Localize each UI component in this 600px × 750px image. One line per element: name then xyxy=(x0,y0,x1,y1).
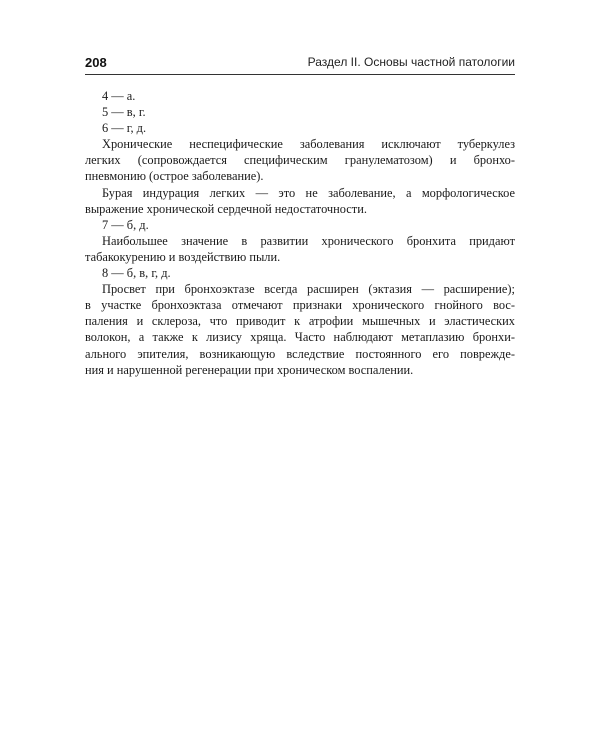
text-line: Хронические неспецифические заболевания исключают туберкулез xyxy=(102,137,515,152)
text-line: волокон, а также к лизису хряща. Часто наблюдают метаплазию бронхи- xyxy=(85,330,515,345)
answer-6: 6 — г, д. xyxy=(102,121,147,136)
text-line: ния и нарушенной регенерации при хроническом воспалении. xyxy=(85,362,414,377)
text-line: в участке бронхоэктаза отмечают признаки хронического гнойного вос- xyxy=(85,298,515,313)
paragraph-chronic-diseases xyxy=(85,136,515,184)
running-title: Раздел II. Основы частной патологии xyxy=(307,55,515,69)
answer-5: 5 — в, г. xyxy=(102,105,146,120)
text-line: табакокурению и воздействию пыли. xyxy=(85,249,281,264)
page-body xyxy=(85,88,515,378)
answer-8: 8 — б, в, г, д. xyxy=(102,266,171,281)
text-line: пневмонию (острое заболевание). xyxy=(85,169,264,184)
text-line: паления и склероза, что приводит к атрофии мышечных и эластических xyxy=(85,314,515,329)
paragraph-brown-induration xyxy=(85,185,515,217)
text-line: Просвет при бронхоэктазе всегда расширен (эктазия — расширение); xyxy=(102,282,515,297)
paragraph-bronchiectasis xyxy=(85,281,515,378)
paragraph-chronic-bronchitis xyxy=(85,233,515,265)
text-line: легких (сопровождается специфическим гранулематозом) и бронхо- xyxy=(85,153,515,168)
page-header xyxy=(85,52,515,75)
text-line: ального эпителия, возникающую вследствие постоянного его поврежде- xyxy=(85,346,515,361)
text-line: Бурая индурация легких — это не заболевание, а морфологическое xyxy=(102,185,515,200)
answer-7: 7 — б, д. xyxy=(102,217,149,232)
answer-4: 4 — а. xyxy=(102,89,136,103)
text-line: выражение хронической сердечной недостаточности. xyxy=(85,201,367,216)
text-line: Наибольшее значение в развитии хронического бронхита придают xyxy=(102,233,515,248)
page-number: 208 xyxy=(85,55,107,70)
